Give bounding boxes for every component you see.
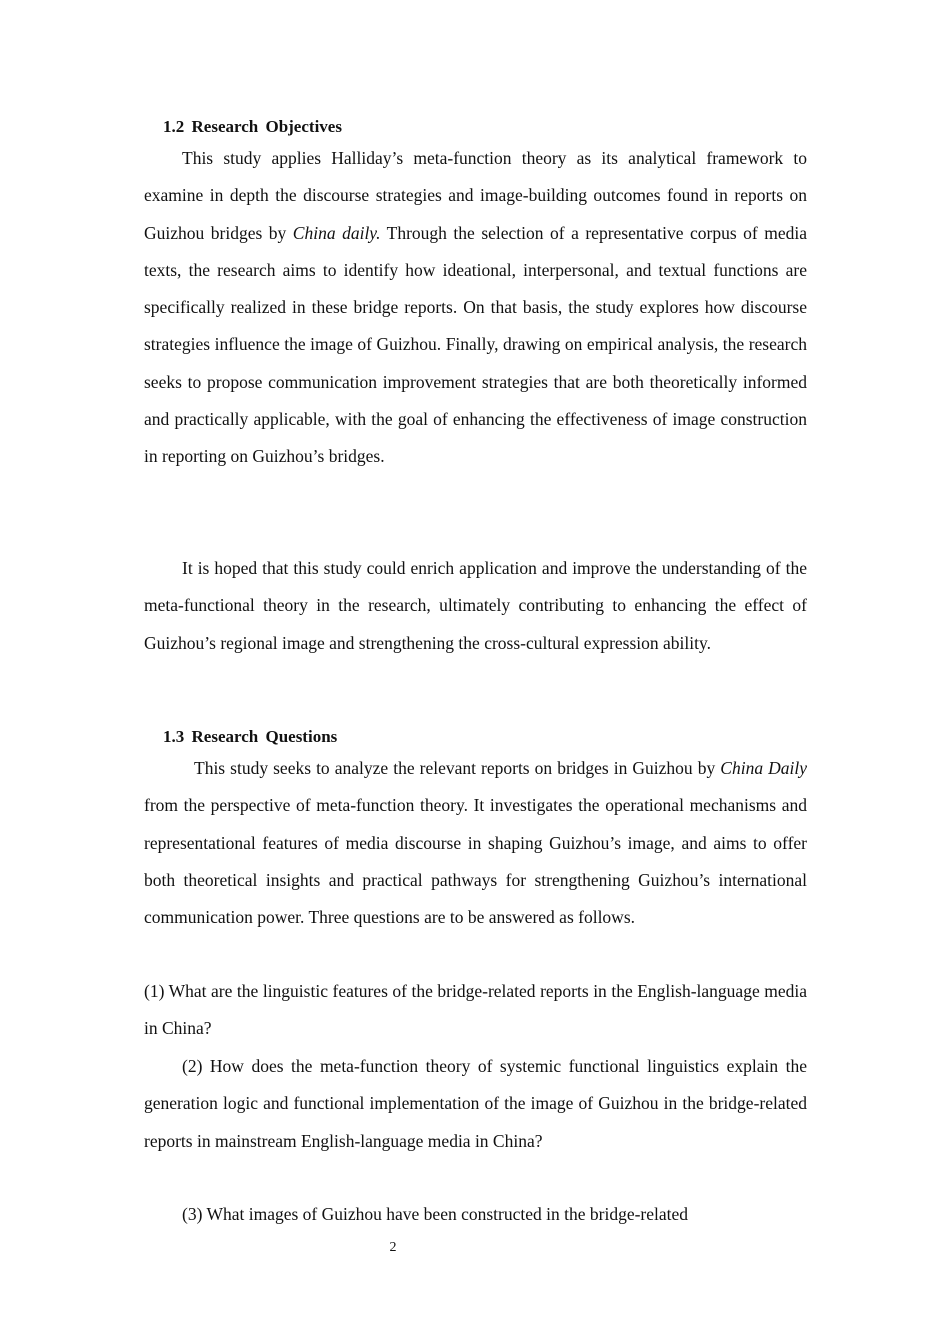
question-1: (1) What are the linguistic features of the bridge-related reports in the English-language media in China? [144, 981, 807, 1039]
text-span: from the perspective of meta-function theory. It investigates the operational mechanisms and representational features of media discourse in shaping Guizhou’s image, and aims to offer both theoretical insights and practical pathways for strengthening Guizhou’s international communication power. Three questions are to be answered as follows. [144, 795, 807, 928]
question-3: (3) What images of Guizhou have been constructed in the bridge-related [182, 1204, 689, 1224]
section-heading-questions: 1.3 Research Questions [163, 727, 338, 746]
text-span: This study applies Halliday’s meta-function theory as its analytical framework to examine in depth the discourse strategies and image-building outcomes found in reports on Guizhou bridges by [144, 148, 807, 243]
page-number: 2 [389, 1240, 397, 1255]
text-span: Through the selection of a representative corpus of media texts, the research aims to identify how ideational, interpersonal, and textual functions are specifically realized in these bridge reports. On that basis, the study explores how discourse strategies influence the image of Guizhou. Finally, drawing on empirical analysis, the research seeks to propose communication improvement strategies that are both theoretically informed and practically applicable, with the goal of enhancing the effectiveness of image construction in reporting on Guizhou’s bridges. [144, 222, 807, 467]
question-2: (2) How does the meta-function theory of systemic functional linguistics explain the generation logic and functional implementation of the image of Guizhou in the bridge-related reports in mainstream English-language media in China? [144, 1056, 807, 1151]
objectives-paragraph-1 [144, 140, 807, 476]
questions-paragraph-1 [144, 750, 807, 936]
text-span: This study seeks to analyze the relevant reports on bridges in Guizhou by [194, 758, 721, 778]
objectives-paragraph-2: It is hoped that this study could enrich application and improve the understanding of the meta-functional theory in the research, ultimately contributing to enhancing the effect of Guizhou’s regional image and strengthening the cross-cultural expression ability. [144, 558, 807, 653]
section-heading-objectives: 1.2 Research Objectives [163, 117, 342, 136]
publication-name: China daily. [292, 222, 381, 243]
publication-name: China Daily [720, 758, 807, 778]
